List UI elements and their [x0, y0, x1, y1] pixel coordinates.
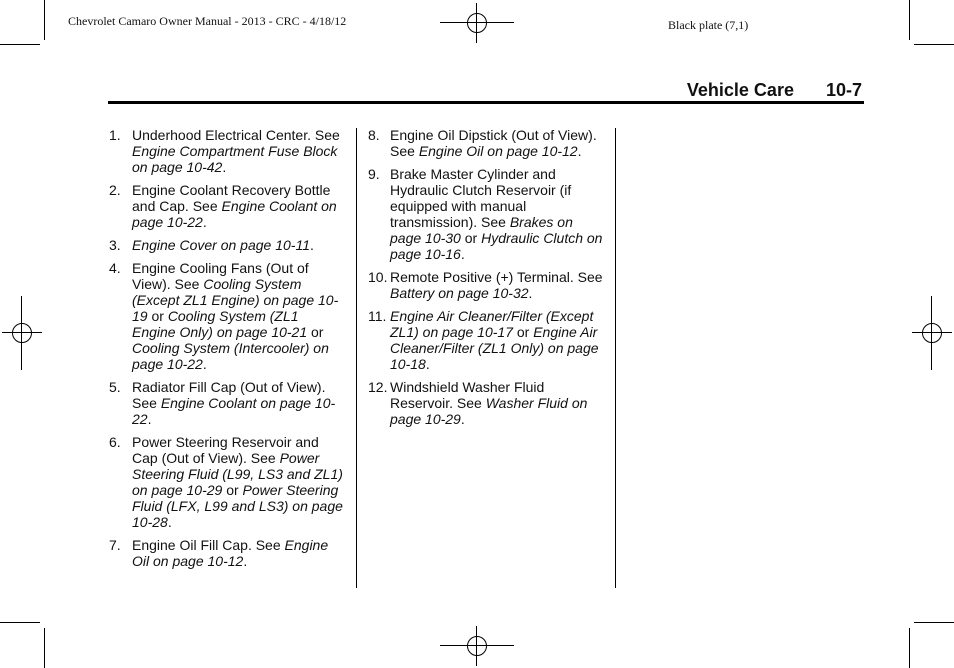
- list-item: [109, 537, 345, 569]
- item-text-segment: Remote Positive (+) Terminal. See: [390, 269, 603, 285]
- list-item: [368, 269, 603, 301]
- item-number: 10.: [368, 269, 388, 285]
- item-text-segment: .: [309, 237, 314, 253]
- item-number: 1.: [109, 127, 121, 143]
- crop-mark-top-left-h: [0, 44, 40, 45]
- item-number: 11.: [368, 308, 387, 324]
- list-item: [109, 237, 345, 253]
- item-text: [132, 182, 345, 230]
- item-text-segment: or: [222, 482, 243, 498]
- list-item: [368, 308, 603, 372]
- page-number: 10-7: [825, 80, 862, 100]
- item-text: [132, 260, 345, 372]
- item-text: [390, 269, 603, 301]
- item-text-segment: .: [222, 159, 227, 175]
- cross-reference: Cooling System (ZL1 Engine Only) on page 10-21: [132, 308, 308, 340]
- item-text-segment: .: [528, 285, 533, 301]
- crop-mark-top-right-v: [909, 0, 910, 40]
- item-text-segment: .: [202, 214, 207, 230]
- list-item: [109, 379, 345, 427]
- item-number: 7.: [109, 537, 121, 553]
- cross-reference: Engine Compartment Fuse Block on page 10-42: [132, 143, 338, 175]
- item-text-segment: Engine Cooling Fans (Out of View). See: [132, 260, 309, 292]
- registration-mark-bottom: [440, 626, 514, 666]
- item-number: 2.: [109, 182, 121, 198]
- item-text: [132, 537, 345, 569]
- item-text-segment: Brake Master Cylinder and Hydraulic Clutch Reservoir (if equipped with manual transmission). See: [390, 166, 572, 230]
- item-text-segment: .: [577, 143, 582, 159]
- item-text-segment: Engine Oil Fill Cap. See: [132, 537, 285, 553]
- item-number: 8.: [368, 127, 380, 143]
- registration-mark-top: [440, 3, 514, 43]
- column-divider-1: [356, 128, 357, 588]
- item-text-segment: Engine Oil Dipstick (Out of View). See: [390, 127, 597, 159]
- cross-reference: Washer Fluid on page 10-29: [390, 395, 588, 427]
- cross-reference: Power Steering Fluid (L99, LS3 and ZL1) on page 10-29: [132, 450, 343, 498]
- cross-reference: Engine Air Cleaner/Filter (ZL1 Only) on page 10-18: [390, 324, 599, 372]
- item-text-segment: .: [167, 514, 172, 530]
- item-text-segment: .: [460, 246, 465, 262]
- cross-reference: Engine Air Cleaner/Filter (Except ZL1) on page 10-17: [390, 308, 594, 340]
- crop-mark-bottom-right-h: [914, 622, 954, 623]
- item-text-segment: .: [147, 411, 152, 427]
- list-item: [109, 182, 345, 230]
- component-list-right: [368, 127, 603, 434]
- document-info-line: Chevrolet Camaro Owner Manual - 2013 - CRC - 4/18/12: [68, 14, 347, 28]
- item-text: [390, 379, 603, 427]
- item-text-segment: .: [460, 411, 465, 427]
- list-item: [109, 434, 345, 530]
- cross-reference: Brakes on page 10-30: [390, 214, 573, 246]
- cross-reference: Engine Coolant on page 10-22: [132, 198, 337, 230]
- item-text: [132, 379, 345, 427]
- item-text-segment: or: [460, 230, 482, 246]
- item-number: 9.: [368, 166, 380, 182]
- crop-mark-top-left-v: [44, 0, 45, 40]
- component-list-left: [109, 127, 345, 576]
- item-text: [132, 127, 345, 175]
- cross-reference: Power Steering Fluid (LFX, L99 and LS3) on page 10-28: [132, 482, 343, 530]
- cross-reference: Cooling System (Except ZL1 Engine) on page 10-19: [132, 276, 339, 324]
- cross-reference: Engine Cover on page 10-11: [132, 237, 310, 253]
- section-heading: [600, 80, 862, 101]
- crop-mark-bottom-left-h: [0, 622, 40, 623]
- item-text: [390, 166, 603, 262]
- cross-reference: Battery on page 10-32: [390, 285, 529, 301]
- item-text-segment: Windshield Washer Fluid Reservoir. See: [390, 379, 545, 411]
- item-text: [132, 434, 345, 530]
- crop-mark-bottom-left-v: [44, 628, 45, 668]
- item-text-segment: or: [307, 324, 324, 340]
- list-item: [109, 127, 345, 175]
- item-text-segment: or: [512, 324, 534, 340]
- item-text-segment: .: [425, 356, 430, 372]
- item-text-segment: Power Steering Reservoir and Cap (Out of View). See: [132, 434, 319, 466]
- item-text-segment: Radiator Fill Cap (Out of View). See: [132, 379, 326, 411]
- item-text-segment: or: [147, 308, 168, 324]
- cross-reference: Engine Oil on page 10-12: [418, 143, 578, 159]
- cross-reference: Cooling System (Intercooler) on page 10-22: [132, 340, 329, 372]
- list-item: [368, 127, 603, 159]
- plate-label: Black plate (7,1): [668, 18, 749, 32]
- item-number: 6.: [109, 434, 121, 450]
- cross-reference: Engine Coolant on page 10-22: [132, 395, 336, 427]
- registration-mark-right: [912, 296, 952, 370]
- crop-mark-bottom-right-v: [909, 628, 910, 668]
- cross-reference: Engine Oil on page 10-12: [132, 537, 329, 569]
- registration-mark-left: [2, 296, 42, 370]
- item-text: [390, 308, 603, 372]
- item-number: 4.: [109, 260, 121, 276]
- column-divider-2: [615, 128, 616, 588]
- item-text-segment: Engine Coolant Recovery Bottle and Cap. See: [132, 182, 331, 214]
- item-number: 3.: [109, 237, 121, 253]
- list-item: [368, 379, 603, 427]
- item-text-segment: .: [202, 356, 207, 372]
- item-text: [132, 237, 345, 253]
- list-item: [368, 166, 603, 262]
- cross-reference: Hydraulic Clutch on page 10-16: [390, 230, 603, 262]
- item-text-segment: .: [243, 553, 248, 569]
- heading-rule: [108, 101, 864, 104]
- item-text: [390, 127, 603, 159]
- crop-mark-top-right-h: [914, 44, 954, 45]
- section-title: Vehicle Care: [686, 80, 794, 100]
- item-text-segment: Underhood Electrical Center. See: [132, 127, 340, 143]
- item-number: 12.: [368, 379, 388, 395]
- list-item: [109, 260, 345, 372]
- item-number: 5.: [109, 379, 121, 395]
